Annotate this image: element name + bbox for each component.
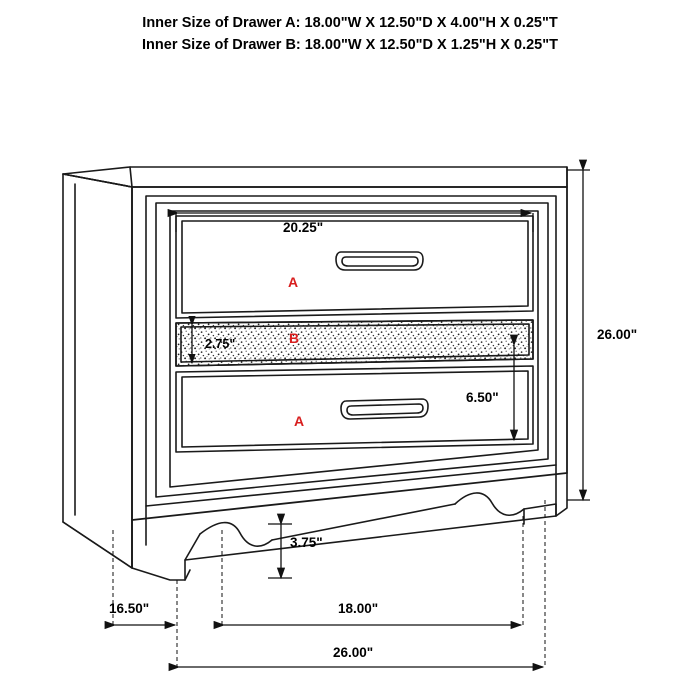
header-line-drawer-a: Inner Size of Drawer A: 18.00"W X 12.50"D X 4.00"H X 0.25"T [142, 15, 558, 31]
header-line-drawer-b: Inner Size of Drawer B: 18.00"W X 12.50"D X 1.25"H X 0.25"T [142, 37, 558, 54]
dimension-inner-width: 18.00" [338, 601, 379, 616]
dimension-overall-height: 26.00" [597, 327, 638, 342]
drawer-label-middle-b: B [289, 330, 300, 346]
dimension-overall-width: 26.00" [333, 645, 374, 660]
dimension-middle-drawer-height: 2.75" [205, 337, 236, 351]
dimension-side-depth: 16.50" [109, 601, 150, 616]
drawer-label-bottom-a: A [294, 413, 305, 429]
dimension-leg-height: 3.75" [290, 535, 323, 550]
dimension-lower-section-height: 6.50" [466, 390, 499, 405]
dimension-drawer-width: 20.25" [283, 220, 324, 235]
drawer-label-top-a: A [288, 274, 299, 290]
